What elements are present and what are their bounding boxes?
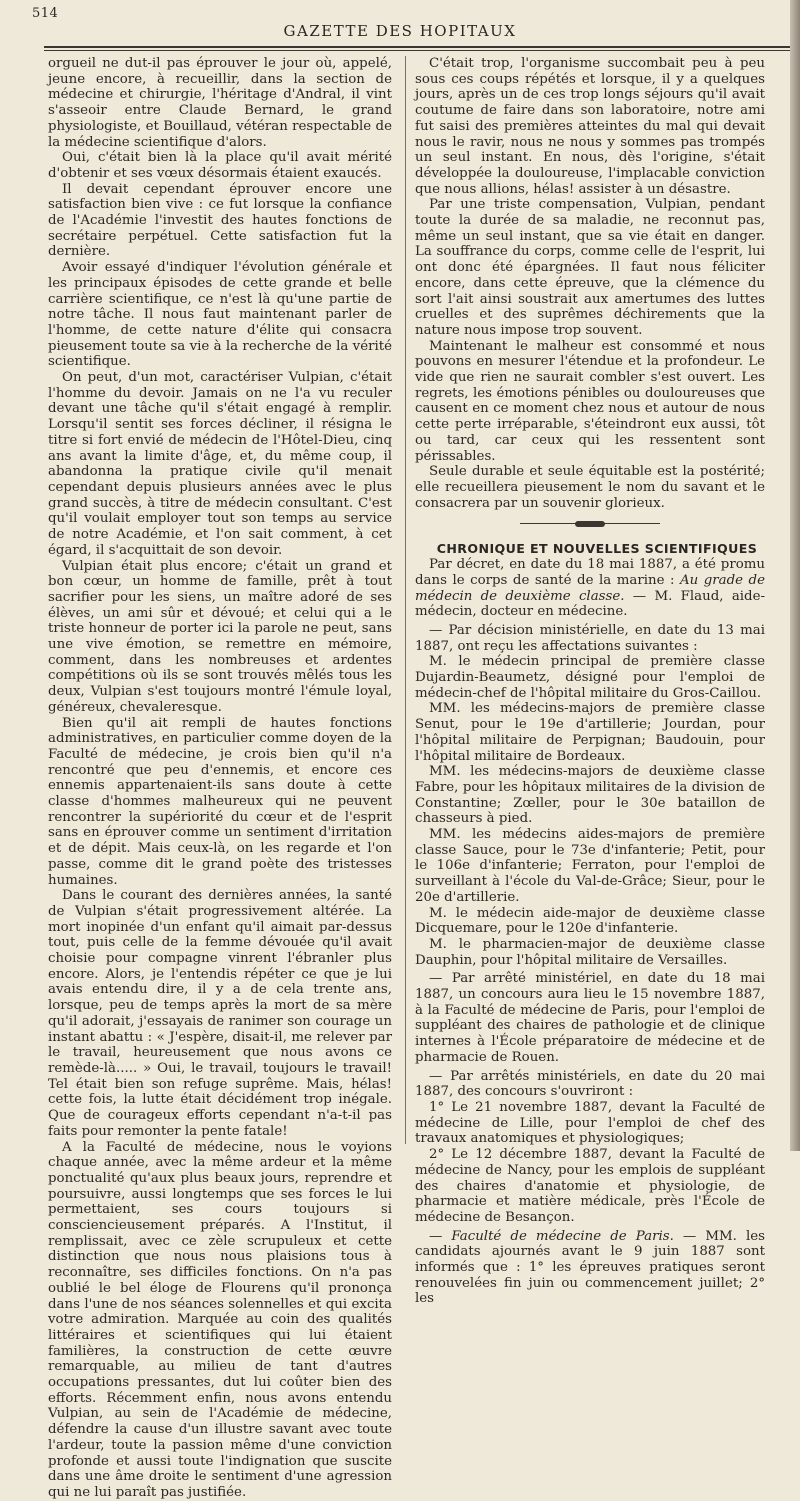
faculty-notice: — MM. les candidats ajournés avant le 9 juin 1887 sont informés que : 1° les épreuves pratiques seront renouvelées fin juin ou commencement juillet; 2° les — [415, 1228, 765, 1307]
column-divider — [405, 56, 406, 1144]
left-column — [48, 56, 392, 1501]
paragraph: C'était trop, l'organisme succombait peu à peu sous ces coups répétés et lorsque, il y a quelques jours, après un de ces trop longs séjours qu'il avait coutume de faire dans son laboratoire, notre ami fut saisi des premières atteintes du mal qui devait nous le ravir, nous ne nous y sommes pas trompés un seul instant. En nous, dès l'origine, s'était développée la douloureuse, l'implacable conviction que nous allions, hélas! assister à un désastre. — [415, 56, 765, 197]
paragraph: M. le pharmacien-major de deuxième classe Dauphin, pour l'hôpital militaire de Versailles. — [415, 936, 765, 968]
paragraph: MM. les médecins-majors de première classe Senut, pour le 19e d'artillerie; Jourdan, pour l'hôpital militaire de Perpignan; Baudouin, pour l'hôpital militaire de Bordeaux. — [415, 701, 765, 764]
header-rule-thin — [44, 50, 794, 51]
paragraph: MM. les médecins aides-majors de première classe Sauce, pour le 73e d'infanterie; Petit, pour le 106e d'infanterie; Ferraton, pour l'emploi de surveillant à l'école du Val-de-Grâce; Sieur, pour le 20e d'artillerie. — [415, 827, 765, 905]
paragraph: On peut, d'un mot, caractériser Vulpian, c'était l'homme du devoir. Jamais on ne l'a vu reculer devant une tâche qu'il s'était engagé à remplir. Lorsqu'il sentit ses forces décliner, il résigna le titre si fort envié de médecin de l'Hôtel-Dieu, cinq ans avant la limite d'âge, et, du même coup, il abandonna la pratique civile qu'il menait cependant depuis plusieurs années avec le plus grand succès, à titre de médecin consultant. C'est qu'il voulait employer tout son temps au service de notre Académie, et l'on sait comment, à cet égard, il s'acquittait de son devoir. — [48, 370, 392, 558]
paragraph: — Par arrêtés ministériels, en date du 20 mai 1887, des concours s'ouvriront : — [415, 1068, 765, 1100]
paragraph: Dans le courant des dernières années, la santé de Vulpian s'était progressivement altérée. La mort inopinée d'un enfant qu'il aimait par-dessus tout, puis celle de la femme dévouée qu'il avait choisie pour compagne vinrent l'ébranler plus encore. Alors, je l'entendis répéter ce que je lui avais entendu dire, il y a de cela trente ans, lorsque, peu de temps après la mort de sa mère qu'il adorait, j'essayais de ranimer son courage un instant abattu : « J'espère, disait-il, me relever par le travail, heureusement que nous avons ce remède-là..... » Oui, le travail, toujours le travail! Tel était bien son refuge suprême. Mais, hélas! cette fois, la lutte était décidément trop inégale. Que de courageux efforts cependant n'a-t-il pas faits pour remonter la pente fatale! — [48, 888, 392, 1139]
page-edge-shadow — [790, 0, 800, 1151]
paragraph: Maintenant le malheur est consommé et nous pouvons en mesurer l'étendue et la profondeur. Le vide que rien ne saurait combler s'est ouvert. Les regrets, les émotions pénibles ou douloureuses que causent en ce moment chez nous et autour de nous cette perte irréparable, s'éteindront eux aussi, tôt ou tard, car ceux qui les ressentent sont périssables. — [415, 338, 765, 464]
paragraph: Par une triste compensation, Vulpian, pendant toute la durée de sa maladie, ne reconnut pas, même un seul instant, que sa vie était en danger. La souffrance du corps, comme celle de l'esprit, lui ont donc été épargnées. Il faut nous féliciter encore, dans cette épreuve, que la clémence du sort l'ait ainsi soustrait aux amertumes des luttes cruelles et des suprêmes déchirements que la nature nous impose trop souvent. — [415, 197, 765, 338]
section-heading: CHRONIQUE ET NOUVELLES SCIENTIFIQUES — [436, 541, 758, 557]
paragraph: Vulpian était plus encore; c'était un grand et bon cœur, un homme de famille, prêt à tout sacrifier pour les siens, un maître adoré de ses élèves, un ami sûr et dévoué; et celui qui a le triste honneur de porter ici la parole ne peut, sans une vive émotion, se remettre en mémoire, comment, dans les nombreuses et ardentes compétitions où ils se sont trouvés mêlés tous les deux, Vulpian s'est toujours montré l'émule loyal, généreux, chevaleresque. — [48, 558, 392, 715]
paragraph: Oui, c'était bien là la place qu'il avait mérité d'obtenir et ses vœux désormais étaient exaucés. — [48, 150, 392, 181]
paragraph: Seule durable et seule équitable est la postérité; elle recueillera pieusement le nom du savant et le consacrera par un souvenir glorieux. — [415, 464, 765, 511]
section-divider-ornament — [520, 521, 660, 527]
decree-lead: Par décret, en date du 18 mai 1887, a été promu dans le corps de santé de la marine : — [415, 557, 765, 588]
paragraph: — Par arrêté ministériel, en date du 18 mai 1887, un concours aura lieu le 15 novembre 1887, à la Faculté de médecine de Paris, pour l'emploi de suppléant des chaires de pathologie et de clinique internes à l'École préparatoire de médecine et de pharmacie de Rouen. — [415, 971, 765, 1065]
faculty-heading: — Faculté de médecine de Paris. — [429, 1228, 674, 1244]
paragraph: Il devait cependant éprouver encore une satisfaction bien vive : ce fut lorsque la confiance de l'Académie l'investit des hautes fonctions de secrétaire perpétuel. Cette satisfaction fut la dernière. — [48, 181, 392, 260]
page-number: 514 — [32, 6, 59, 21]
running-head-title: GAZETTE DES HOPITAUX — [283, 22, 517, 40]
header-rule-thick — [44, 46, 794, 48]
decree-grade: Au grade de médecin de deuxième classe. — [415, 572, 765, 604]
right-column — [415, 56, 765, 1307]
paragraph — [415, 1229, 765, 1308]
paragraph: 2° Le 12 décembre 1887, devant la Faculté de médecine de Nancy, pour les emplois de suppléant des chaires d'anatomie et physiologie, de pharmacie et matière médicale, près l'École de médecine de Besançon. — [415, 1147, 765, 1225]
paragraph: M. le médecin principal de première classe Dujardin-Beaumetz, désigné pour l'emploi de médecin-chef de l'hôpital militaire du Gros-Caillou. — [415, 654, 765, 701]
paragraph: A la Faculté de médecine, nous le voyions chaque année, avec la même ardeur et la même ponctualité qu'aux plus beaux jours, reprendre et poursuivre, aussi longtemps que ses forces le lui permettaient, ses cours toujours si consciencieusement préparés. A l'Institut, il remplissait, avec ce zèle scrupuleux et cette distinction que nous nous plaisions tous à reconnaître, ses difficiles fonctions. On n'a pas oublié le bel éloge de Flourens qu'il prononça dans l'une de nos séances solennelles et qui excita votre admiration. Marquée au coin des qualités littéraires et scientifiques qui lui étaient familières, la construction de cette œuvre remarquable, au milieu de tant d'autres occupations pressantes, dut lui coûter bien des efforts. Récemment enfin, nous avons entendu Vulpian, au sein de l'Académie de médecine, défendre la cause d'un illustre savant avec toute l'ardeur, toute la passion même d'une conviction profonde et aussi toute l'indignation que suscite dans une âme droite le sentiment d'une agression qui ne lui paraît pas justifiée. — [48, 1139, 392, 1500]
paragraph: MM. les médecins-majors de deuxième classe Fabre, pour les hôpitaux militaires de la division de Constantine; Zœller, pour le 30e bataillon de chasseurs à pied. — [415, 764, 765, 827]
paragraph: Avoir essayé d'indiquer l'évolution générale et les principaux épisodes de cette grande et belle carrière scientifique, ce n'est là qu'une partie de notre tâche. Il nous faut maintenant parler de l'homme, de cette nature d'élite qui consacra pieusement toute sa vie à la recherche de la vérité scientifique. — [48, 260, 392, 370]
paragraph: M. le médecin aide-major de deuxième classe Dicquemare, pour le 120e d'infanterie. — [415, 905, 765, 937]
paragraph: — Par décision ministérielle, en date du 13 mai 1887, ont reçu les affectations suivantes : — [415, 622, 765, 654]
paragraph: orgueil ne dut-il pas éprouver le jour où, appelé, jeune encore, à recueillir, dans la section de médecine et chirurgie, l'héritage d'Andral, il vint s'asseoir entre Claude Bernard, le grand physiologiste, et Bouillaud, vétéran respectable de la médecine scientifique d'alors. — [48, 56, 392, 150]
paragraph — [415, 557, 765, 620]
decree-detail: — M. Flaud, aide-médecin, docteur en médecine. — [415, 588, 765, 620]
paragraph: 1° Le 21 novembre 1887, devant la Faculté de médecine de Lille, pour l'emploi de chef des travaux anatomiques et physiologiques; — [415, 1100, 765, 1147]
paragraph: Bien qu'il ait rempli de hautes fonctions administratives, en particulier comme doyen de la Faculté de médecine, je crois bien qu'il n'a rencontré que peu d'ennemis, et encore ces ennemis appartenaient-ils sans doute à cette classe d'hommes malheureux qui ne peuvent rencontrer la supériorité du cœur et de l'esprit sans en éprouver comme un sentiment d'irritation et de dépit. Mais ceux-là, on les regarde et l'on passe, comme dit le grand poète des tristesses humaines. — [48, 715, 392, 888]
